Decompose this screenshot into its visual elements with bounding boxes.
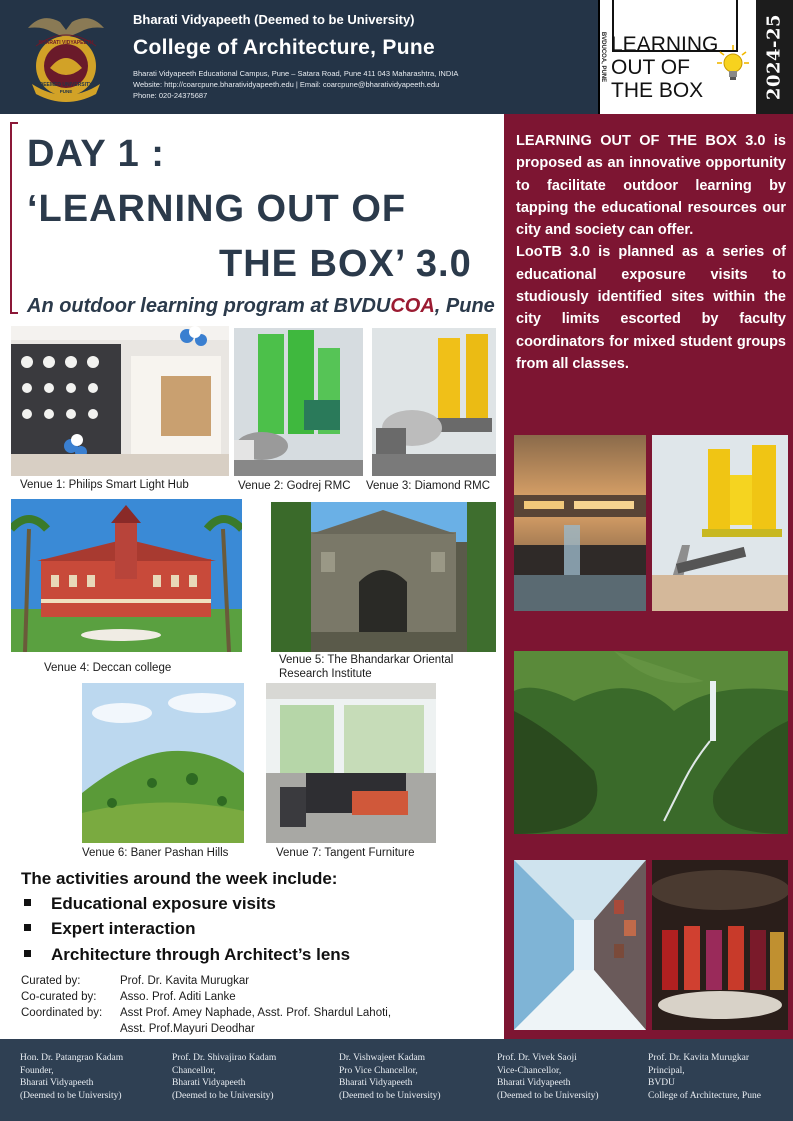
caption-venue-3: Venue 3: Diamond RMC (366, 480, 491, 492)
caption-venue-2: Venue 2: Godrej RMC (238, 480, 351, 492)
university-name: Bharati Vidyapeeth (Deemed to be University) (133, 12, 415, 27)
activities-heading: The activities around the week include: (21, 869, 338, 888)
logo-text-place: PUNE (59, 89, 73, 94)
bullet-icon (24, 924, 31, 931)
photo-venue-1 (11, 326, 229, 476)
caption-venue-5: Venue 5: The Bhandarkar Oriental Research Institute (279, 654, 454, 680)
coordinated-value-2: Asst. Prof.Mayuri Deodhar (120, 1023, 255, 1035)
description-paragraph-2: LooTB 3.0 is planned as a series of educational exposure visits to studiously identified sites within the city limits escorted by faculty coordinators for mixed student groups from all classes. (516, 244, 786, 372)
title-line-3: THE BOX’ 3.0 (219, 243, 472, 285)
photo-museum-costumes (652, 860, 788, 1030)
caption-venue-4: Venue 4: Deccan college (44, 662, 172, 674)
program-badge-text: LEARNING OUT OF THE BOX (611, 33, 719, 102)
photo-waterfall-valley (514, 651, 788, 834)
cocurated-label: Co-curated by: (21, 991, 97, 1003)
title-bracket (10, 122, 18, 314)
photo-gallery-corridor (514, 860, 646, 1030)
footer-founder: Hon. Dr. Patangrao Kadam Founder, Bharati Vidyapeeth (Deemed to be University) (20, 1053, 124, 1101)
activity-item: Expert interaction (24, 919, 196, 939)
coordinated-label: Coordinated by: (21, 1007, 103, 1019)
photo-resort-water-feature (514, 435, 646, 611)
academic-year-badge: 2024-25 (756, 0, 793, 114)
bullet-icon (24, 899, 31, 906)
footer-vice-chancellor: Prof. Dr. Vivek Saoji Vice-Chancellor, Bharati Vidyapeeth (Deemed to be University) (497, 1053, 599, 1101)
bullet-icon (24, 950, 31, 957)
program-description (516, 130, 786, 375)
photo-venue-7 (266, 683, 436, 843)
curated-value: Prof. Dr. Kavita Murugkar (120, 975, 250, 987)
light-bulb-icon (716, 44, 750, 84)
college-contact: Website: http://coarcpune.bharatividyapeeth.edu | Email: coarcpune@bharatividyapeeth.edu (133, 80, 440, 89)
activity-item: Educational exposure visits (24, 894, 276, 914)
curated-label: Curated by: (21, 975, 81, 987)
photo-venue-4 (11, 499, 242, 652)
caption-venue-6: Venue 6: Baner Pashan Hills (82, 847, 229, 859)
description-paragraph-1: LEARNING OUT OF THE BOX 3.0 is proposed as an innovative opportunity to facilitate outdoor learning by tapping the educational resources our city and society can offer. (516, 133, 786, 239)
coordinated-value-1: Asst Prof. Amey Naphade, Asst. Prof. Shardul Lahoti, (120, 1007, 392, 1019)
logo-text-bottom: DEEMED UNIVERSITY (39, 82, 93, 88)
footer-pro-vice-chancellor: Dr. Vishwajeet Kadam Pro Vice Chancellor, Bharati Vidyapeeth (Deemed to be University) (339, 1053, 441, 1101)
college-name: College of Architecture, Pune (133, 36, 435, 59)
college-address: Bharati Vidyapeeth Educational Campus, Pune – Satara Road, Pune 411 043 Maharashtra, INDIA (133, 69, 459, 78)
title-day: DAY 1 : (27, 133, 165, 175)
cocurated-value: Asso. Prof. Aditi Lanke (120, 991, 236, 1003)
caption-venue-1: Venue 1: Philips Smart Light Hub (20, 479, 189, 491)
activity-item: Architecture through Architect’s lens (24, 945, 350, 965)
college-phone: Phone: 020-24375687 (133, 91, 208, 100)
logo-text-top: BHARATI VIDYAPEETH (38, 40, 94, 46)
photo-venue-3 (372, 328, 496, 476)
title-line-2: ‘LEARNING OUT OF (27, 188, 407, 230)
subtitle: An outdoor learning program at BVDUCOA, Pune (27, 295, 495, 317)
photo-venue-6 (82, 683, 244, 843)
program-badge-vertical: BVDUCOA, PUNE (600, 31, 606, 83)
photo-venue-5 (271, 502, 496, 652)
caption-venue-7: Venue 7: Tangent Furniture (276, 847, 415, 859)
photo-venue-2 (234, 328, 363, 476)
footer-chancellor: Prof. Dr. Shivajirao Kadam Chancellor, Bharati Vidyapeeth (Deemed to be University) (172, 1053, 277, 1101)
footer-principal: Prof. Dr. Kavita Murugkar Principal, BVDU College of Architecture, Pune (648, 1053, 761, 1101)
photo-batching-plant (652, 435, 788, 611)
